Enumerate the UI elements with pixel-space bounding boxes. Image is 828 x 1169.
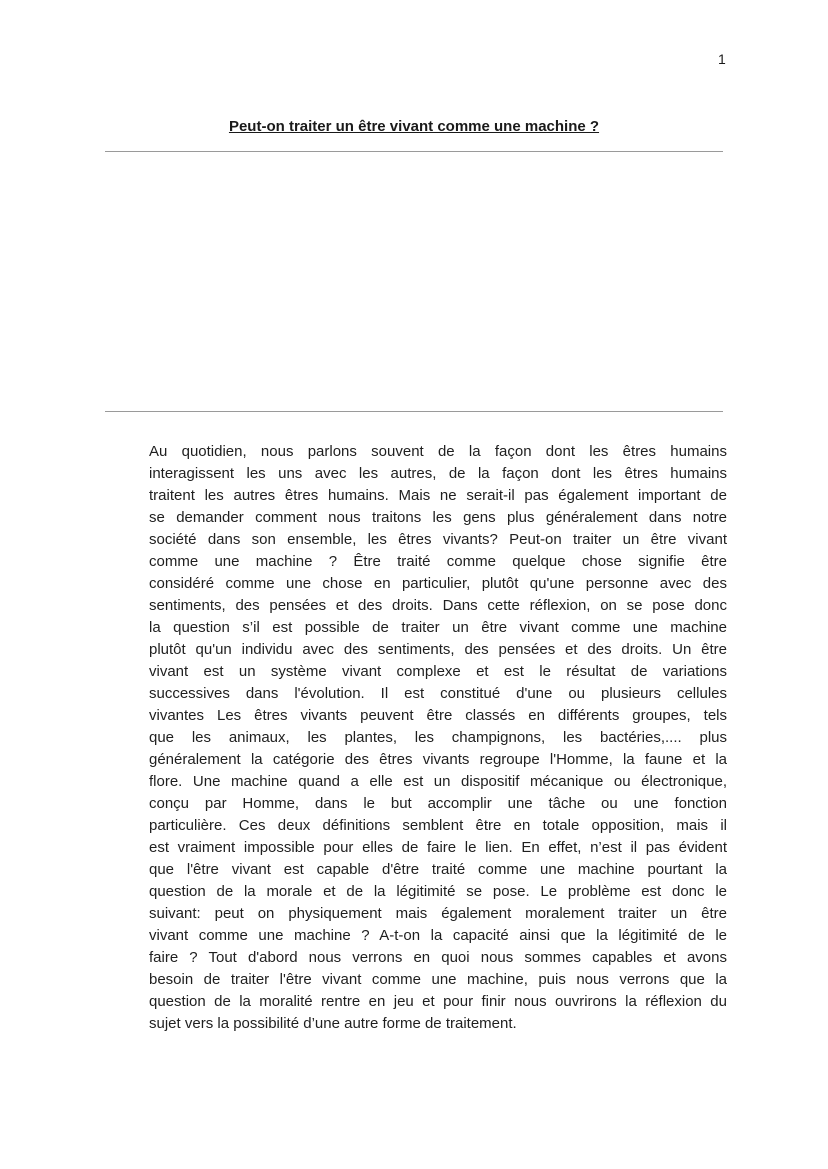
paragraph-line: sentiments, des pensées et des droits. Dans cette réflexion, on se pose donc (149, 597, 727, 614)
paragraph-line: généralement la catégorie des êtres vivants regroupe l'Homme, la faune et la (149, 751, 727, 768)
paragraph-line: Au quotidien, nous parlons souvent de la façon dont les êtres humains (149, 443, 727, 460)
paragraph-line: suivant: peut on physiquement mais également moralement traiter un être (149, 905, 727, 922)
paragraph-line: considéré comme une chose en particulier, plutôt qu'une personne avec des (149, 575, 727, 592)
top-divider (105, 151, 723, 152)
paragraph-line: question de la moralité rentre en jeu et pour finir nous ouvrirons la réflexion du (149, 993, 727, 1010)
paragraph-line: flore. Une machine quand a elle est un dispositif mécanique ou électronique, (149, 773, 727, 790)
paragraph-line: se demander comment nous traitons les gens plus généralement dans notre (149, 509, 727, 526)
page-number: 1 (718, 51, 726, 67)
paragraph-line: interagissent les uns avec les autres, de la façon dont les êtres humains (149, 465, 727, 482)
paragraph-line: comme une machine ? Être traité comme quelque chose signifie être (149, 553, 727, 570)
paragraph-line: particulière. Ces deux définitions semblent être en totale opposition, mais il (149, 817, 727, 834)
paragraph-line: traitent les autres êtres humains. Mais ne serait-il pas également important de (149, 487, 727, 504)
paragraph-line: que les animaux, les plantes, les champignons, les bactéries,.... plus (149, 729, 727, 746)
paragraph-line: vivantes Les êtres vivants peuvent être classés en différents groupes, tels (149, 707, 727, 724)
paragraph-line: successives dans l'évolution. Il est constitué d'une ou plusieurs cellules (149, 685, 727, 702)
paragraph-line: question de la morale et de la légitimité se pose. Le problème est donc le (149, 883, 727, 900)
paragraph-line: plutôt qu'un individu avec des sentiments, des pensées et des droits. Un être (149, 641, 727, 658)
paragraph-line: sujet vers la possibilité d’une autre forme de traitement. (149, 1015, 517, 1032)
bottom-divider (105, 411, 723, 412)
paragraph-line: conçu par Homme, dans le but accomplir une tâche ou une fonction (149, 795, 727, 812)
paragraph-line: faire ? Tout d'abord nous verrons en quoi nous sommes capables et avons (149, 949, 727, 966)
paragraph-line: vivant comme une machine ? A-t-on la capacité ainsi que la légitimité de le (149, 927, 727, 944)
paragraph-line: que l'être vivant est capable d'être traité comme une machine pourtant la (149, 861, 727, 878)
paragraph-line: besoin de traiter l'être vivant comme une machine, puis nous verrons que la (149, 971, 727, 988)
paragraph-line: société dans son ensemble, les êtres vivants? Peut-on traiter un être vivant (149, 531, 727, 548)
introduction-paragraph (149, 441, 727, 1035)
paragraph-line: est vraiment impossible pour elles de faire le lien. En effet, n’est il pas évident (149, 839, 727, 856)
page-title: Peut-on traiter un être vivant comme une machine ? (228, 118, 600, 135)
paragraph-line: la question s’il est possible de traiter un être vivant comme une machine (149, 619, 727, 636)
paragraph-line: vivant est un système vivant complexe et est le résultat de variations (149, 663, 727, 680)
